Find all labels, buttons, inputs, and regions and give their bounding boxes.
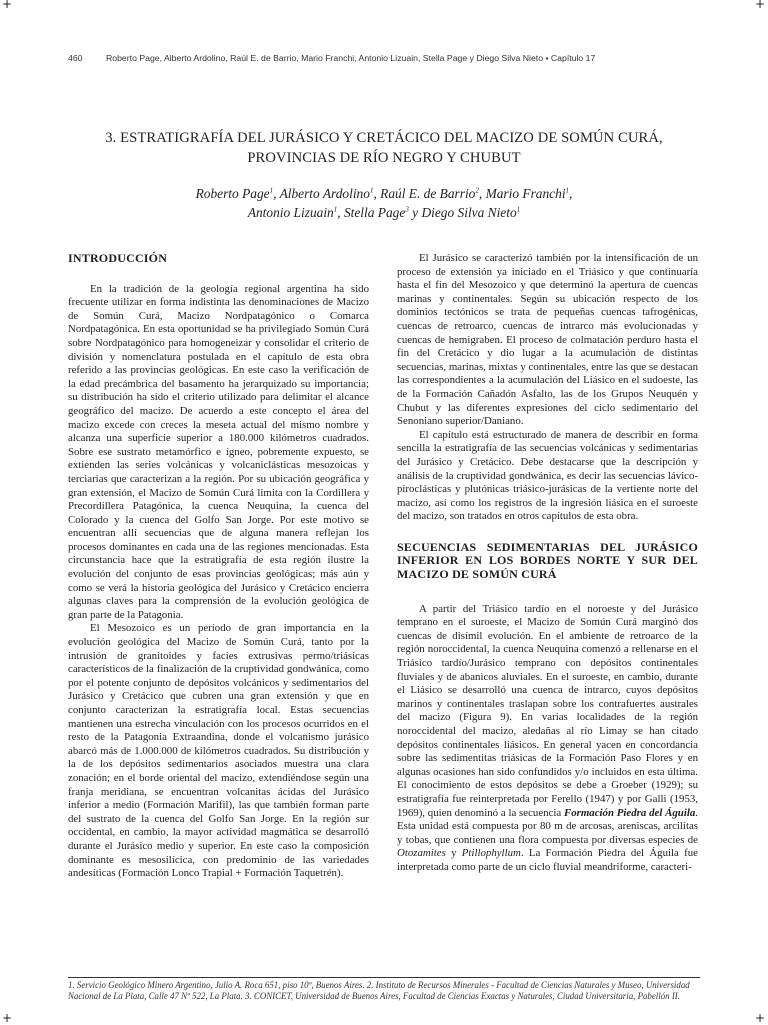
left-column [68, 252, 369, 881]
author-name: Raúl E. de Barrio [380, 186, 476, 201]
crop-mark-bottom-right: + [754, 1011, 765, 1025]
author-name: Roberto Page [195, 186, 270, 201]
genus-name: Otozamites [397, 847, 446, 860]
paragraph: El Jurásico se caracterizó también por la intensificación de un proceso de extensión ya iniciado en el Triásico y que continuaría hasta el fin del Mesozoico y que determinó la apertura de cuencas marinas y continentales. Según su ubicación respecto de los dominios tectónicos se trata de pequeñas cuencas tafrogénicas, cuencas de retroarco, cuencas de intrarco más evolucionadas y cuencas de hemigraben. El proceso de colmatación perduro hasta el fin del Cretácico y dio lugar a la acumulación de distintas secuencias, marinas, mixtas y continentales, entre las que se destacan las correspondientes a la acumulación del Liásico en el sudoeste, las de la Formación Cañadón Asfalto, las de los Grupos Neuquén y Chubut y las diferentes expresiones del ciclo sedimentario del Senoniano superior/Daniano. [397, 252, 698, 428]
crop-mark-bottom-left: + [2, 1011, 13, 1025]
text-run: y [445, 847, 462, 860]
author-name: Diego Silva Nieto [421, 205, 517, 220]
chapter-title: 3. ESTRATIGRAFÍA DEL JURÁSICO Y CRETÁCICO DEL MACIZO DE SOMÚN CURÁ, PROVINCIAS DE RÍO NEGRO Y CHUBUT [105, 130, 663, 166]
author-separator: , [337, 205, 344, 220]
author-separator: y [408, 205, 422, 220]
affiliation-mark: 1 [369, 186, 374, 195]
crop-mark-top-left: + [2, 0, 13, 11]
author-name: Antonio Lizuain [247, 205, 334, 220]
affiliation-mark: 1 [333, 205, 338, 214]
text-run: . La Formación Piedra del Águila fue interpretada como parte de un ciclo fluvial meandriforme, caracteri- [397, 847, 698, 873]
footnote-rule [68, 977, 700, 978]
section-heading-secuencias: SECUENCIAS SEDIMENTARIAS DEL JURÁSICO INFERIOR EN LOS BORDES NORTE Y SUR DEL MACIZO DE SOMÚN CURÁ [397, 539, 698, 582]
author-list [68, 184, 700, 222]
author-name: Stella Page [343, 205, 406, 220]
affiliation-mark: 1 [565, 186, 570, 195]
crop-mark-top-right: + [754, 0, 765, 11]
footnote-affiliations: 1. Servicio Geológico Minero Argentino, Julio A. Roca 651, piso 10º, Buenos Aires. 2. Instituto de Recursos Minerales - Facultad de Ciencias Naturales y Museo, Universidad Nacional de La Plata, Calle 47 Nº 522, La Plata. 3. CONICET, Universidad de Buenos Aires, Facultad de Ciencias Exactas y Naturales, Ciudad Universitaria, Pabellón II. [68, 980, 690, 1002]
paragraph: El Mesozoico es un período de gran importancia en la evolución geológica del Macizo de Somún Curá, tanto por la intrusión de granitoides y facies extrusivas permo/triásicas característicos de la finalización de la cruptividad gondwánica, como por el potente conjunto de depósitos volcánicos y sedimentarios del Jurásico y Cretácico que cubren una gran extensión y que en conjunto caracterizan la estratigrafía local. Estas secuencias mantienen una estrecha vinculación con los procesos ocurridos en el resto de la Patagonia Extraandina, donde el volcanismo jurásico abarcó más de 1.000.000 de kilómetros cuadrados. Su distribución y la de los depósitos sedimentarios asociados muestra una clara zonación; en el borde oriental del macizo, extendiéndose según una franja meridiana, se encuentran volcanitas ácidas del Jurásico inferior a medio (Formación Marifil), las que también forman parte del sustrato de la cuenca del Golfo San Jorge. En la región sur occidental, en cambio, la mayor actividad magmática se desarrolló durante el Jurásico medio y superior. En este caso la composición dominante es mesosilícica, con predominio de las variedades andesíticas (Formación Lonco Trapial + Formación Taquetrén). [68, 622, 369, 880]
author-separator: , [273, 186, 280, 201]
author-line-1 [68, 184, 700, 203]
running-header [68, 53, 698, 63]
affiliation-mark: 1 [516, 205, 521, 214]
text-run: . Esta unidad está compuesta por 80 m de arcosas, areniscas, arcilitas y tobas, que contienen una flora compuesta por diversas especies de [397, 806, 698, 846]
author-separator: , [373, 186, 381, 201]
paragraph: El capítulo está estructurado de manera de describir en forma sencilla la estratigrafía de las secuencias volcánicas y sedimentarias del Jurásico y Cretácico. Debe destacarse que la descripción y análisis de la cruptividad gondwánica, es decir las secuencias lávico-piroclásticas y plutónicas triásico-jurásicas de la vertiente norte del macizo, así como los registros de la ingresión liásica en el suroeste del macizo, son tratados en otros capítulos de esta obra. [397, 428, 698, 523]
section-heading-introduccion: INTRODUCCIÓN [68, 251, 168, 265]
right-column [397, 252, 698, 875]
text-run: A partir del Triásico tardío en el noroeste y del Jurásico temprano en el suroeste, el Macizo de Somún Curá marginó dos cuencas de disímil evolución. En el ambiente de retroarco de la región noroccidental, la cuenca Neuquina comenzó a rellenarse en el Triásico tardío/Jurásico temprano con depósitos continentales fluviales y de abanicos aluviales. En el suroeste, en cambio, durante el Liásico se desarrolló una cuenca de intrarco, cuyos depósitos marinos y continentales traslapan sobre los contrafuertes australes del macizo (Figura 9). En varias localidades de la región noroccidental del macizo, aledañas al río Limay se han citado depósitos continentales liásicos. En general yacen en concordancia sobre las sedimentitas triásicas de la Formación Paso Flores y en algunas ocasiones han sido confundidos y/o incluidos en esta última. El conocimiento de estos depósitos se debe a Groeber (1929); su estratigrafía fue reinterpretada por Ferello (1947) y por Galli (1953, 1969), quien denominó a la secuencia [397, 602, 698, 819]
author-name: Alberto Ardolino [279, 186, 370, 201]
formation-name: Formación Piedra del Águila [564, 806, 696, 819]
running-title: Roberto Page, Alberto Ardolino, Raúl E. de Barrio, Mario Franchi, Antonio Lizuain, Stella Page y Diego Silva Nieto • Capítulo 17 [106, 53, 596, 63]
author-separator: , [569, 186, 573, 201]
affiliation-mark: 1 [269, 186, 274, 195]
author-name: Mario Franchi [485, 186, 566, 201]
page-number: 460 [68, 53, 83, 63]
author-separator: , [478, 186, 486, 201]
author-line-2 [68, 203, 700, 222]
affiliation-mark: 2 [475, 186, 479, 195]
affiliation-mark: 3 [405, 205, 409, 214]
paragraph [397, 603, 698, 875]
genus-name: Ptillophyllum [461, 847, 521, 860]
paragraph: En la tradición de la geología regional argentina ha sido frecuente utilizar en forma indistinta las denominaciones de Macizo de Somún Curá, Macizo Nordpatagónico o Comarca Nordpatagónica. En esta oportunidad se ha privilegiado Somún Curá sobre Nordpatagónico para homogeneizar y consolidar el criterio de división y nomenclatura postulada en el capítulo de esta obra referido a las provincias geológicas. En este caso la verificación de la edad precámbrica del basamento ha jerarquizado su importancia; su distribución ha sido el criterio utilizado para delimitar el alcance geográfico del macizo. De acuerdo a este concepto el área del macizo excede con creces la meseta actual del mismo nombre y alcanza una superficie superior a 180.000 kilómetros cuadrados. Sobre ese sustrato metamórfico e ígneo, pobremente expuesto, se extienden las series volcánicas y volcaniclásticas mesozoicas y terciarias que caracterizan a la región. Por su ubicación geográfica y gran extensión, el Macizo de Somún Curá limita con la Cordillera y Precordillera Patagónica, la cuenca Neuquina, la cuenca del Colorado y la cuenca del Golfo San Jorge. Por este motivo se encuentran allí secuencias que de alguna manera reflejan los procesos dominantes en cada una de las regiones mencionadas. Esta circunstancia hace que la estratigrafía de esta región ilustre la evolución del conjunto de esas provincias geológicas; más aún y como se verá la historia geológica del Jurásico y Cretácico encierra algunas claves para la comprensión de la evolución geológica de gran parte de la Patagonia. [68, 282, 369, 621]
